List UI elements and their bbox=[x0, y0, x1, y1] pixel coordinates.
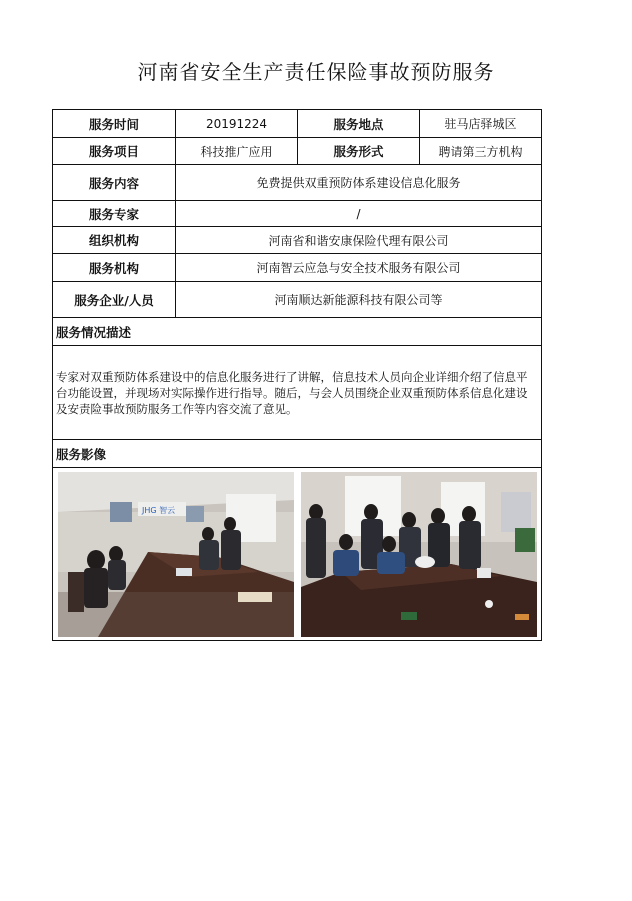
description-heading: 服务情况描述 bbox=[53, 318, 541, 346]
time-value: 20191224 bbox=[175, 110, 297, 137]
place-label: 服务地点 bbox=[297, 110, 419, 137]
place-value: 驻马店驿城区 bbox=[419, 110, 541, 137]
agency-label: 服务机构 bbox=[88, 260, 139, 276]
time-label: 服务时间 bbox=[88, 116, 139, 132]
description-text: 专家对双重预防体系建设中的信息化服务进行了讲解，信息技术人员向企业详细介绍了信息平台功能设置，并现场对实际操作进行指导。随后，与会人员围绕企业双重预防体系信息化建设及安责险事故预防服务工作等内容交流了意见。 bbox=[56, 369, 528, 416]
content-label: 服务内容 bbox=[88, 175, 139, 191]
content-value: 免费提供双重预防体系建设信息化服务 bbox=[175, 165, 541, 200]
row-content bbox=[53, 165, 541, 201]
meeting-room-photo-1 bbox=[58, 472, 294, 637]
service-record-table bbox=[52, 109, 542, 641]
images-heading: 服务影像 bbox=[53, 440, 541, 468]
service-photo-1 bbox=[58, 472, 294, 637]
row-expert bbox=[53, 201, 541, 227]
client-value: 河南顺达新能源科技有限公司等 bbox=[175, 282, 541, 317]
expert-value: / bbox=[175, 201, 541, 226]
page-title: 河南省安全生产责任保险事故预防服务 bbox=[137, 60, 495, 84]
row-organizer bbox=[53, 227, 541, 254]
row-time-place bbox=[53, 110, 541, 138]
project-value: 科技推广应用 bbox=[175, 138, 297, 164]
org-value: 河南省和谐安康保险代理有限公司 bbox=[175, 227, 541, 253]
wall-logo: JHG 智云 bbox=[142, 506, 176, 515]
row-project-form bbox=[53, 138, 541, 165]
org-label: 组织机构 bbox=[88, 233, 139, 248]
form-label: 服务形式 bbox=[297, 138, 419, 164]
row-client bbox=[53, 282, 541, 318]
agency-value: 河南智云应急与安全技术服务有限公司 bbox=[175, 254, 541, 281]
form-value: 聘请第三方机构 bbox=[419, 138, 541, 164]
service-photo-2 bbox=[301, 472, 537, 637]
description-box bbox=[53, 346, 541, 440]
row-agency bbox=[53, 254, 541, 282]
project-label: 服务项目 bbox=[88, 144, 139, 159]
client-label: 服务企业/人员 bbox=[74, 292, 154, 308]
expert-label: 服务专家 bbox=[88, 206, 139, 222]
meeting-room-photo-2 bbox=[301, 472, 537, 637]
